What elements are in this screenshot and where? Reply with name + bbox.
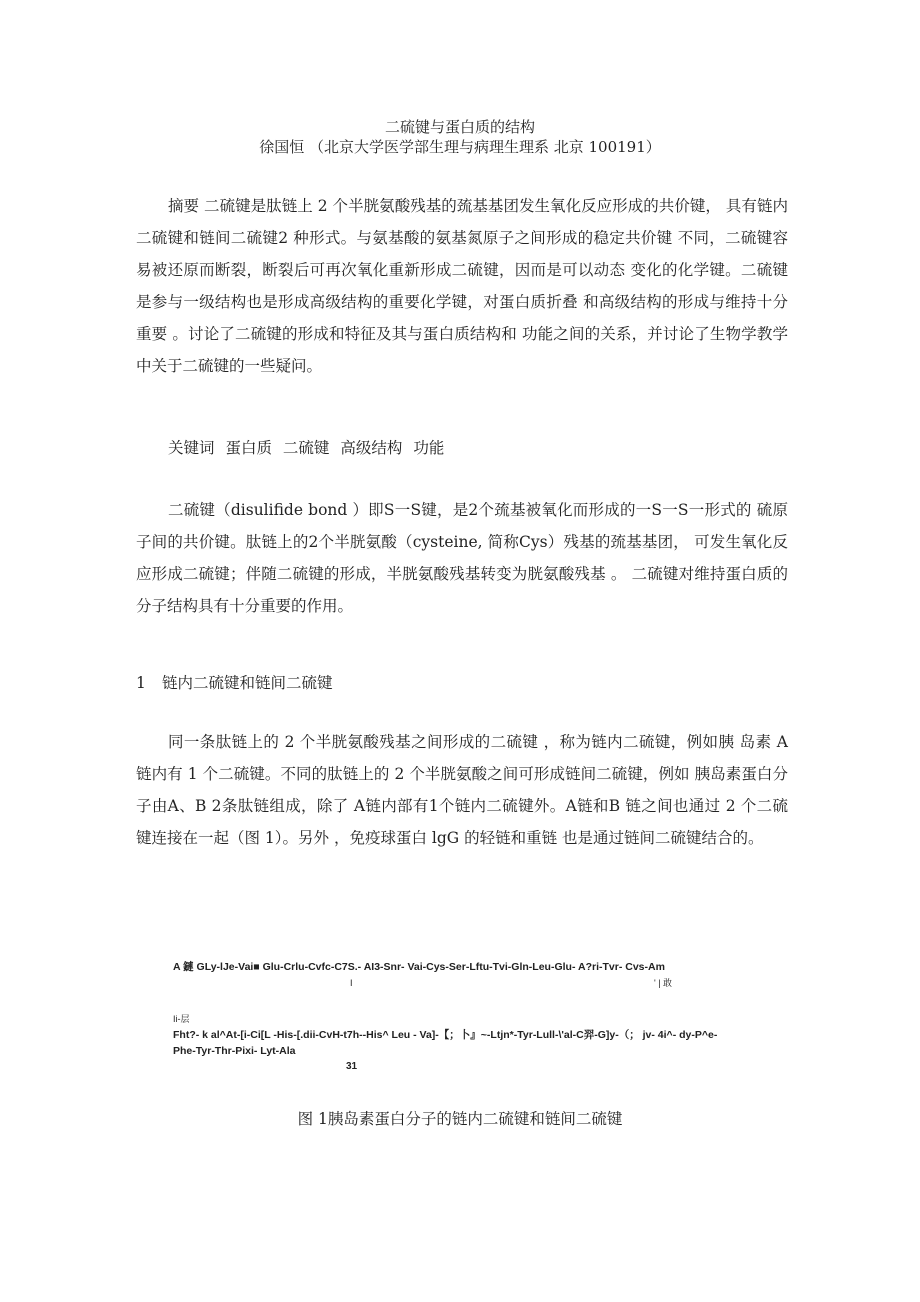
paper-title: 二硫键与蛋白质的结构 <box>384 118 535 136</box>
author-line: 徐国恒 （北京大学医学部生理与病理生理系 北京 100191） <box>259 138 661 156</box>
keyword-item: 二硫键 <box>282 439 330 457</box>
section-title: 链内二硫键和链间二硫键 <box>162 674 333 692</box>
section-number: 1 <box>136 674 146 692</box>
figure-caption: 图 1胰岛素蛋白分子的链内二硫键和链间二硫键 <box>297 1110 623 1128</box>
figure-chain-a: A 鏈 GLy-lJe-Vai■ Glu-Crlu-Cvfc-C7S.- AI3-Snr- Vai-Cys-Ser-Lftu-Tvi-Gln-Leu-Glu- A?ri-Tvr- Cvs-Am <box>173 961 665 973</box>
abstract-paragraph: 摘要 二硫键是肽链上 2 个半胱氨酸残基的巯基基团发生氧化反应形成的共价键， 具有链内二硫键和链间二硫键2 种形式。与氨基酸的氨基氮原子之间形成的稳定共价键 不同，二硫键容易被还原而断裂，断裂后可再次氧化重新形成二硫键，因而是可以动态 变化的化学键。二硫键是参与一级结构也是形成高级结构的重要化学键，对蛋白质折叠 和高级结构的形成与维持十分重要 。讨论了二硫键的形成和特征及其与蛋白质结构和 功能之间的关系，并讨论了生物学教学中关于二硫键的一些疑问。 <box>136 197 788 375</box>
section1-paragraph: 同一条肽链上的 2 个半胱氨酸残基之间形成的二硫键 ，称为链内二硫键，例如胰 岛素 A 链内有 1 个二硫键。不同的肽链上的 2 个半胱氨酸之间可形成链间二硫键，例如 胰岛素蛋白分子由A、B 2条肽链组成，除了 A链内部有1个链内二硫键外。A链和B 链之间也通过 2 个二硫键连接在一起（图 1）。另外 ，免疫球蛋白 lgG 的轻链和重链 也是通过链间二硫键结合的。 <box>136 733 788 847</box>
figure-chain-b-line2: Phe-Tyr-Thr-Pixi- Lyt-Ala <box>173 1045 296 1057</box>
intro-paragraph: 二硫键（disulifide bond ）即S一S键，是2个巯基被氧化而形成的一S一S一形式的 硫原子间的共价键。肽链上的2个半胱氨酸（cysteine, 简称Cys）残基的巯基基团， 可发生氧化反应形成二硫键；伴随二硫键的形成，半胱氨酸残基转变为胱氨酸残基 。 二硫键对维持蛋白质的分子结构具有十分重要的作用。 <box>136 501 788 615</box>
keyword-item: 功能 <box>413 439 445 457</box>
figure-chain-b-number: 31 <box>346 1061 358 1072</box>
figure-chain-b-label: Ii-层 <box>173 1014 190 1024</box>
figure-chain-a-bond-left: I <box>350 978 353 988</box>
keywords-line <box>168 436 450 460</box>
section-heading <box>136 671 333 695</box>
keyword-item: 高级结构 <box>340 439 403 457</box>
keywords-label: 关键词 <box>168 439 215 457</box>
figure-chain-b-line1: Fht?- k al^At-[i-Ci[L -His-[.dii-CvH-t7h--His^ Leu - Va]-【；卜』~-Ltjn*-Tyr-Lull-\'al-C羿-G]y-（； jv- 4i^- dy-P^e- <box>173 1029 718 1041</box>
keyword-item: 蛋白质 <box>225 439 272 457</box>
figure-chain-a-bond-right: ' | 敢 <box>654 978 673 988</box>
